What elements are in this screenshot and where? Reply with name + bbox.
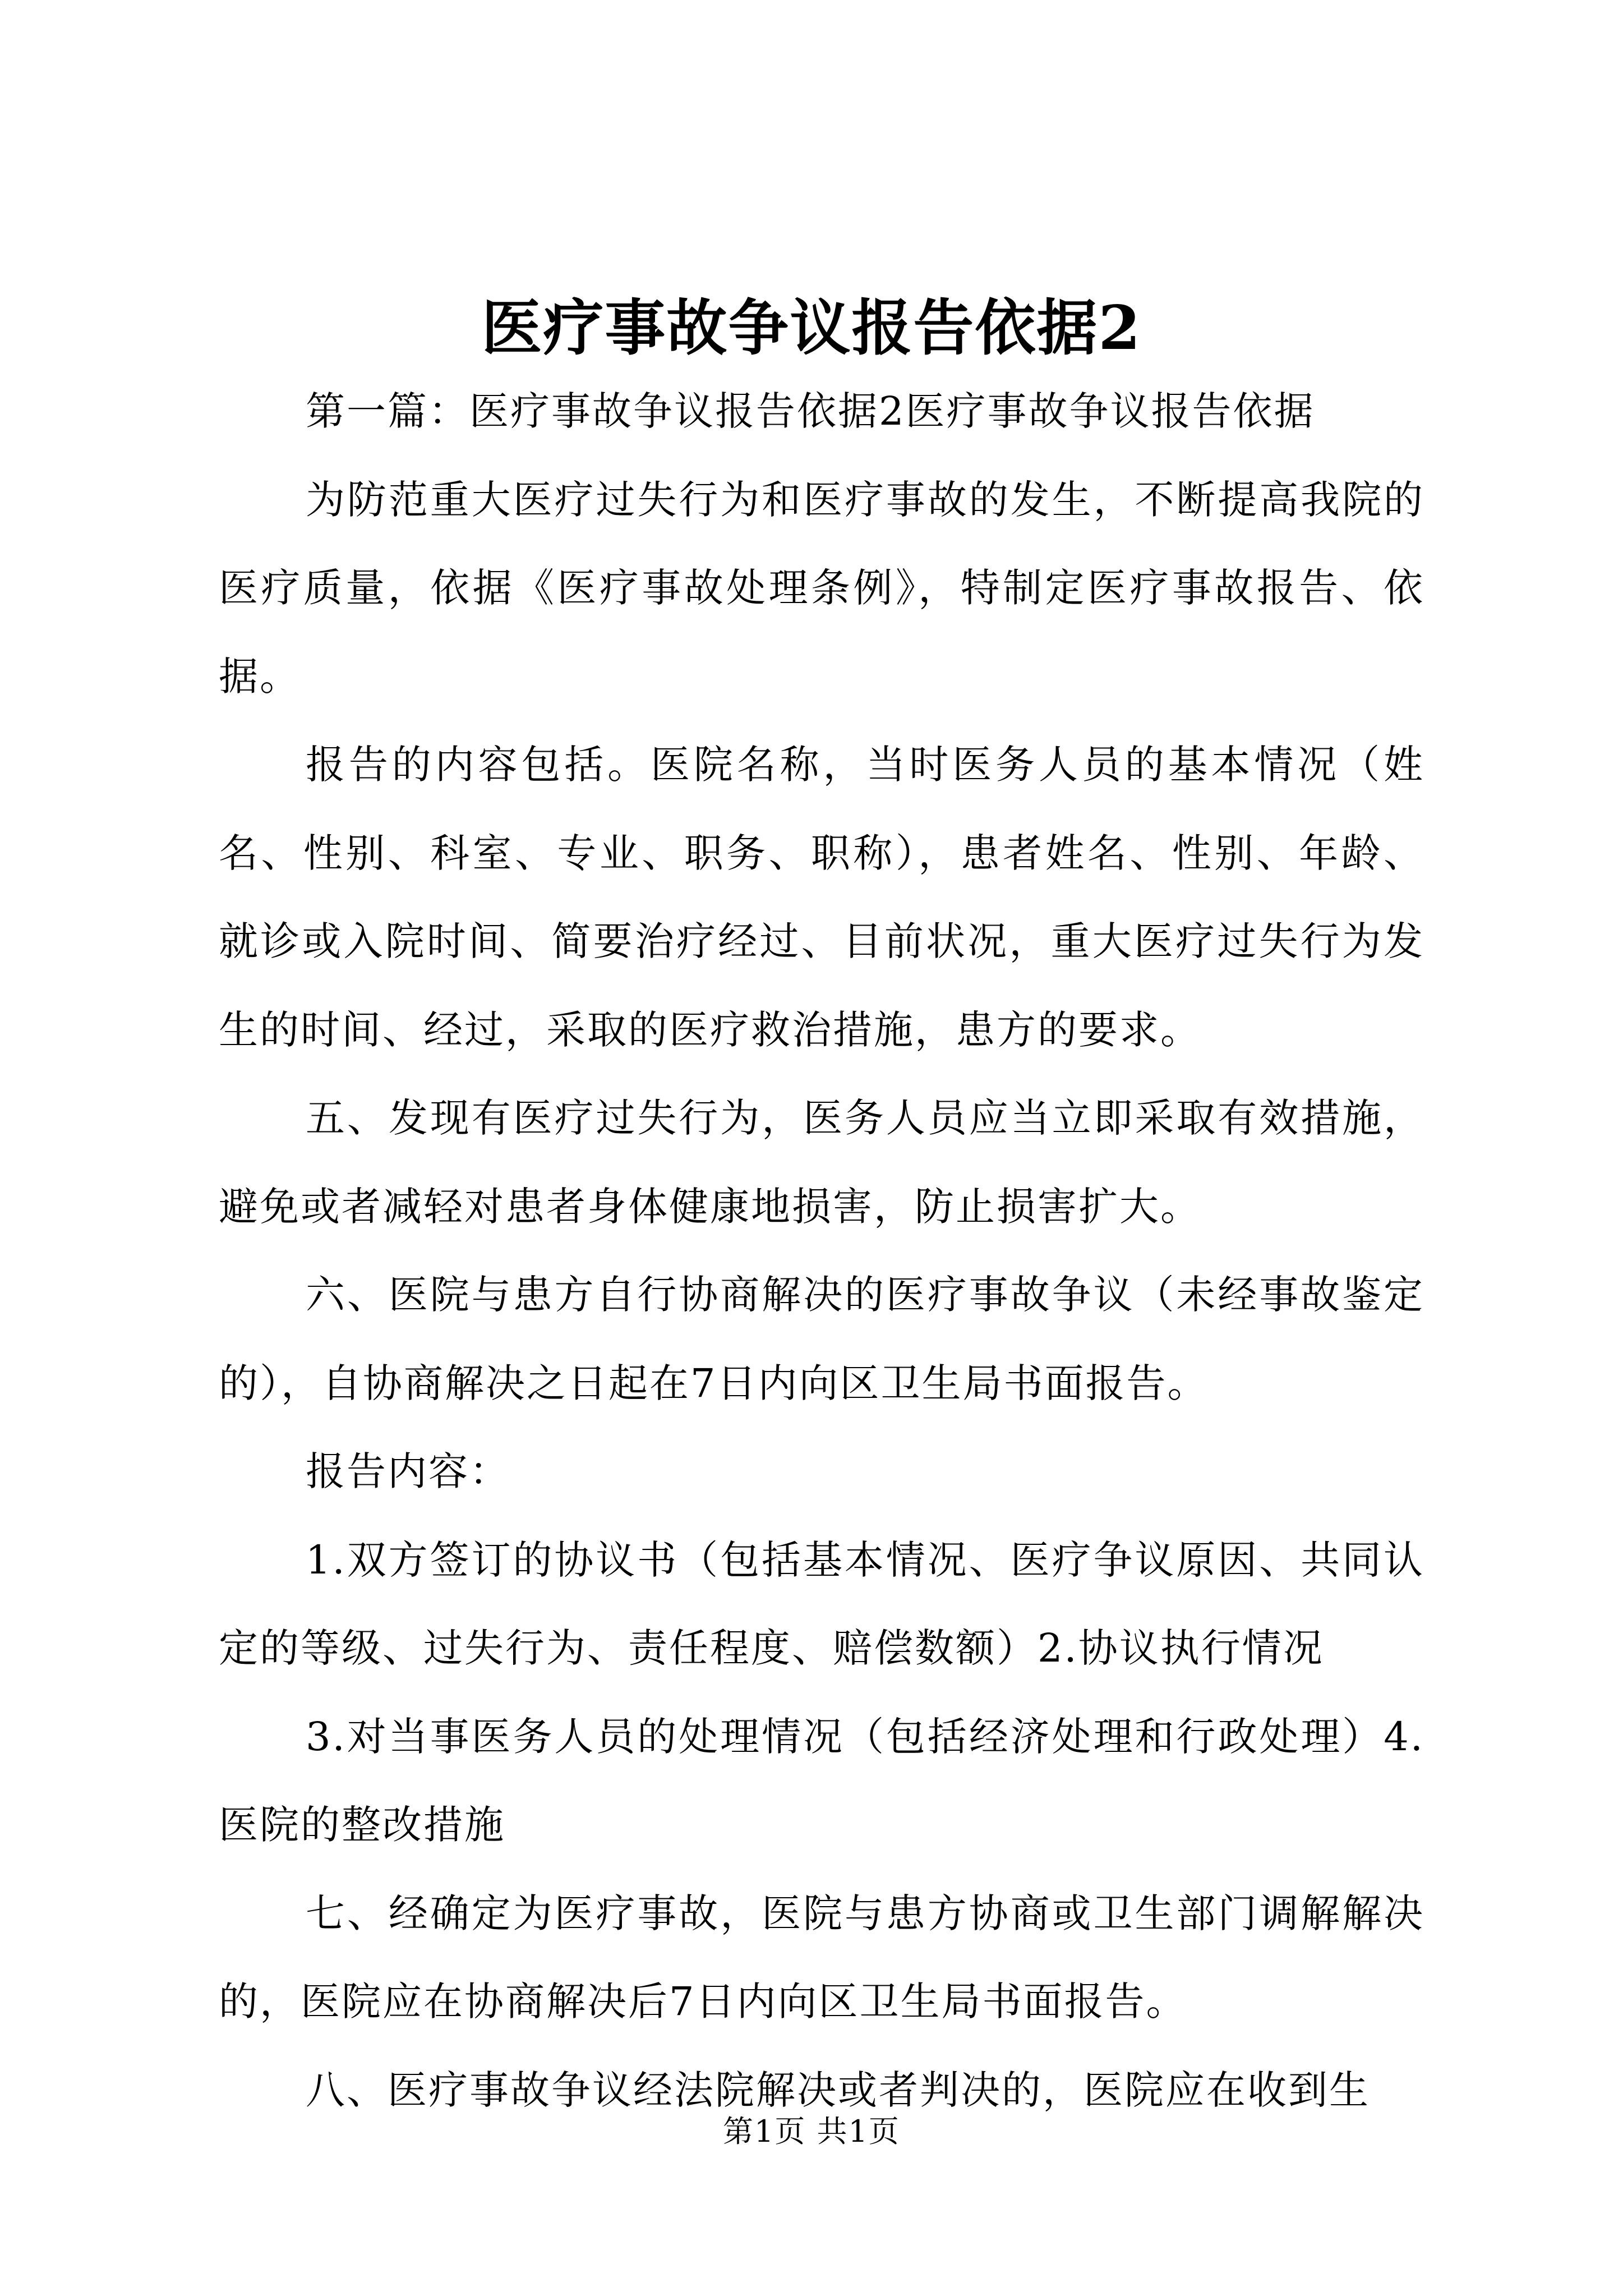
paragraph-5: 六、医院与患方自行协商解决的医疗事故争议（未经事故鉴定的），自协商解决之日起在7日内向区卫生局书面报告。 [219, 1272, 1424, 1406]
paragraph-9: 七、经确定为医疗事故，医院与患方协商或卫生部门调解解决的，医院应在协商解决后7日内向区卫生局书面报告。 [219, 1890, 1424, 2024]
paragraph-1: 第一篇：医疗事故争议报告依据2医疗事故争议报告依据 [306, 388, 1315, 434]
paragraph-10: 八、医疗事故争议经法院解决或者判决的，医院应在收到生 [306, 2067, 1370, 2113]
page-footer: 第1页 共1页 [723, 2114, 900, 2149]
paragraph-6: 报告内容： [306, 1448, 510, 1494]
paragraph-4: 五、发现有医疗过失行为，医务人员应当立即采取有效措施，避免或者减轻对患者身体健康地损害，防止损害扩大。 [219, 1095, 1424, 1230]
paragraph-3: 报告的内容包括。医院名称，当时医务人员的基本情况（姓名、性别、科室、专业、职务、职称），患者姓名、性别、年龄、就诊或入院时间、简要治疗经过、目前状况，重大医疗过失行为发生的时间、经过，采取的医疗救治措施，患方的要求。 [219, 742, 1424, 1053]
paragraph-2: 为防范重大医疗过失行为和医疗事故的发生，不断提高我院的医疗质量，依据《医疗事故处理条例》，特制定医疗事故报告、依据。 [219, 476, 1424, 700]
paragraph-7: 1.双方签订的协议书（包括基本情况、医疗争议原因、共同认定的等级、过失行为、责任程度、赔偿数额）2.协议执行情况 [219, 1536, 1424, 1671]
document-title: 医疗事故争议报告依据2 [481, 293, 1142, 364]
paragraph-8: 3.对当事医务人员的处理情况（包括经济处理和行政处理）4.医院的整改措施 [219, 1713, 1424, 1848]
document-body [219, 367, 1424, 2134]
